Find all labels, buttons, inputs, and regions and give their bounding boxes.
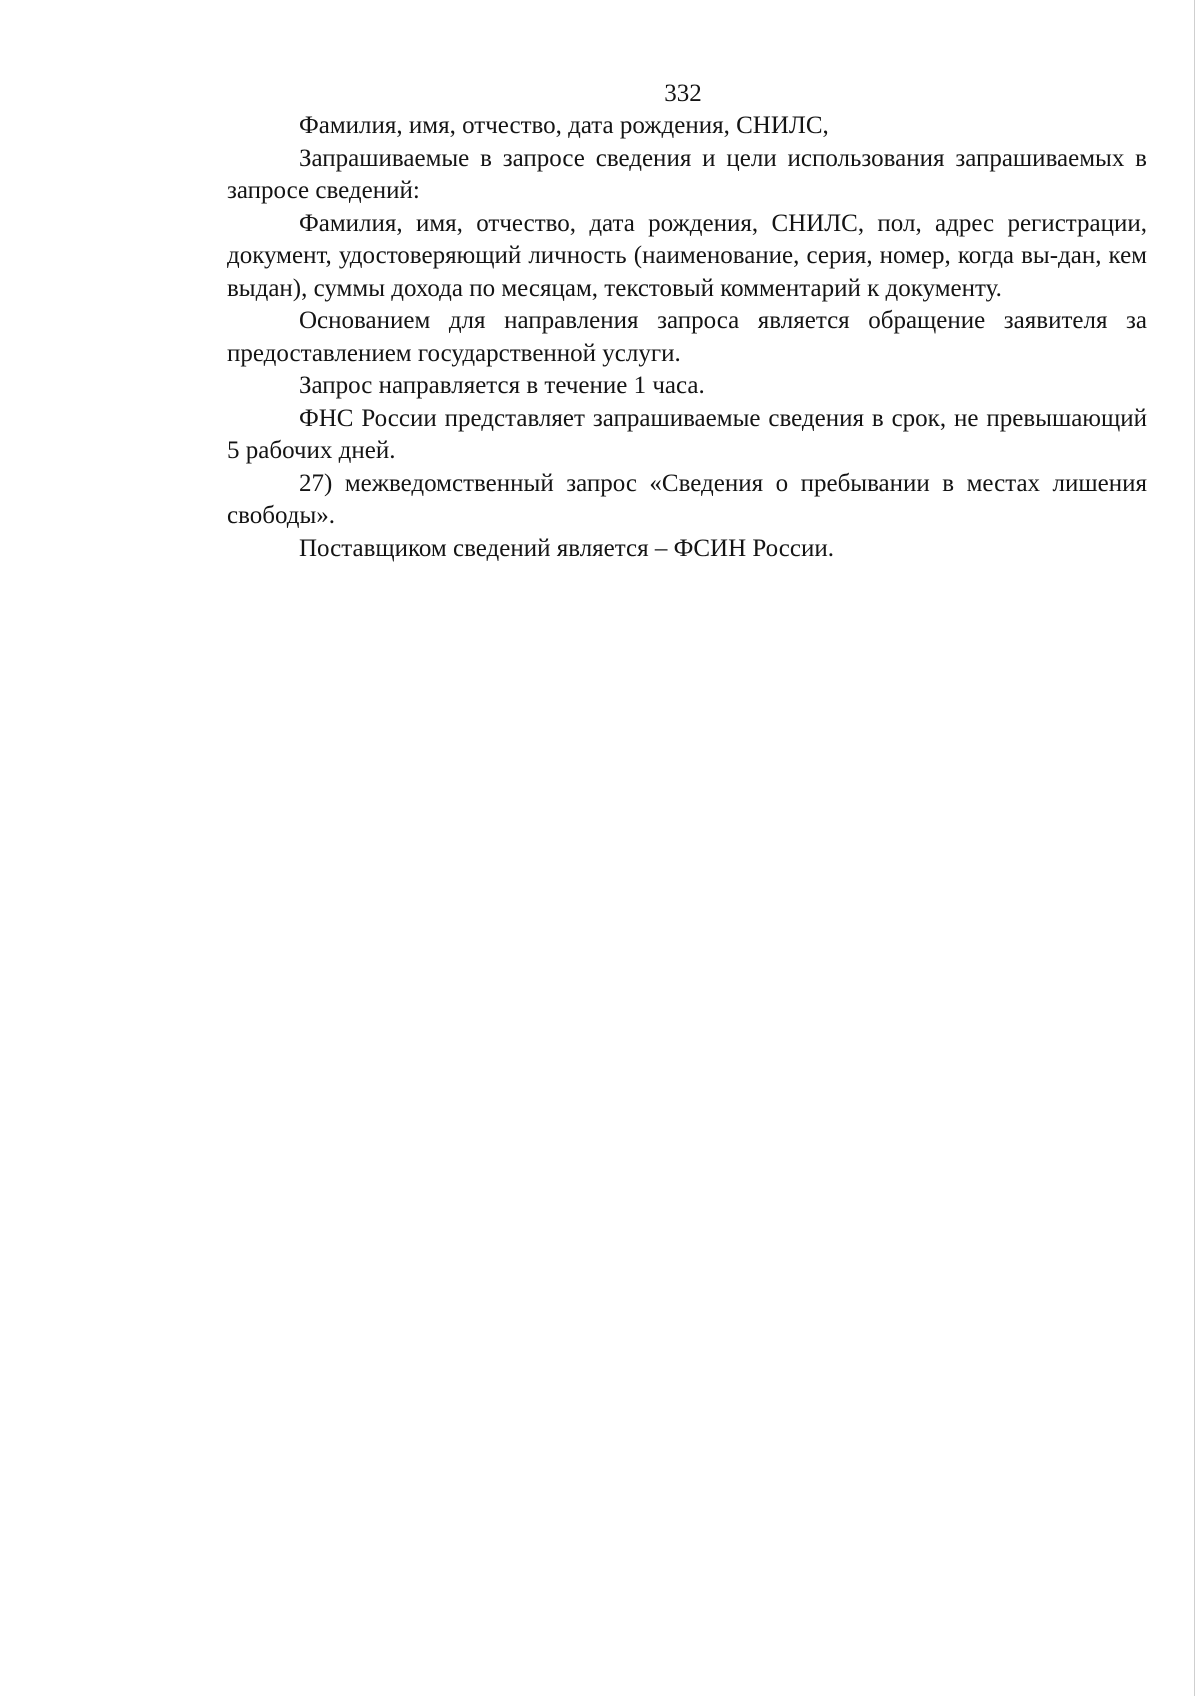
paragraph: Запрашиваемые в запросе сведения и цели использования запрашиваемых в запросе сведений: xyxy=(227,144,1147,204)
paragraph: Поставщиком сведений является – ФСИН России. xyxy=(299,534,834,562)
page-number: 332 xyxy=(664,80,702,107)
paragraph: Запрос направляется в течение 1 часа. xyxy=(299,372,705,399)
paragraph: Фамилия, имя, отчество, дата рождения, СНИЛС, xyxy=(299,112,829,139)
paragraph: 27) межведомственный запрос «Сведения о пребывании в местах лишения свободы». xyxy=(227,469,1147,529)
scan-edge-line xyxy=(1194,0,1195,1696)
document-body xyxy=(227,110,1147,565)
paragraph: ФНС России представляет запрашиваемые сведения в срок, не превышающий 5 рабочих дней. xyxy=(227,404,1147,464)
paragraph: Фамилия, имя, отчество, дата рождения, СНИЛС, пол, адрес регистрации, документ, удостоверяющий личность (наименование, серия, номер, когда вы-дан, кем выдан), суммы дохода по месяцам, текстовый комментарий к документу. xyxy=(227,209,1147,302)
paragraph: Основанием для направления запроса является обращение заявителя за предоставлением государственной услуги. xyxy=(227,307,1147,367)
